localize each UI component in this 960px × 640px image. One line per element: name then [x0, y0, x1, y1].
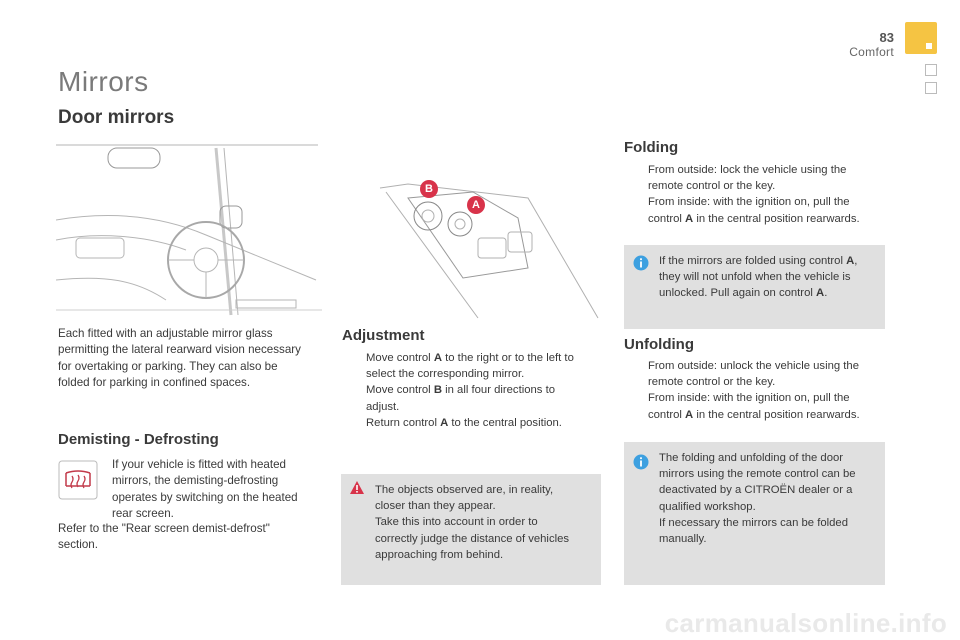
reference-line: Refer to the "Rear screen demist-defrost"	[58, 522, 270, 535]
intro-line: for overtaking or parking. They can also be	[58, 359, 278, 373]
demisting-line: rear screen.	[112, 506, 174, 520]
unfold-info-line: deactivated by a CITROËN dealer or a	[659, 484, 853, 497]
warning-line: Take this into account in order to	[375, 516, 538, 529]
folding-list	[624, 162, 886, 227]
intro-text	[58, 326, 328, 391]
page-number: 83	[879, 30, 894, 45]
intro-line: Each fitted with an adjustable mirror glass	[58, 327, 273, 340]
unfolding-heading: Unfolding	[624, 336, 694, 353]
warning-line: approaching from behind.	[375, 548, 504, 561]
warning-line: The objects observed are, in reality,	[375, 484, 554, 496]
list-item: Return control A to the central position.	[366, 416, 562, 429]
warning-icon	[349, 480, 365, 501]
demisting-text	[112, 457, 322, 522]
info-icon	[633, 454, 649, 475]
dashboard-illustration	[56, 140, 322, 320]
chapter-tab-marker	[926, 43, 932, 49]
warning-text	[375, 482, 597, 563]
unfold-info-line: mirrors using the remote control can be	[659, 468, 856, 481]
unfold-info-line: qualified workshop.	[659, 500, 756, 513]
list-item: Move control B in all four directions to adjust.	[366, 384, 556, 413]
control-a-badge: A	[467, 196, 485, 214]
unfold-info-line: The folding and unfolding of the door	[659, 452, 844, 464]
intro-line: permitting the lateral rearward vision necessary	[58, 343, 301, 357]
demisting-line: If your vehicle is fitted with heated	[112, 458, 286, 471]
chapter-label: Comfort	[849, 45, 894, 59]
demisting-heading: Demisting - Defrosting	[58, 431, 219, 448]
warning-line: correctly judge the distance of vehicles	[375, 532, 570, 545]
chapter-tab-empty[interactable]	[925, 82, 937, 94]
list-item: From outside: unlock the vehicle using the remote control or the key.	[648, 360, 859, 389]
intro-line: folded for parking in confined spaces.	[58, 375, 251, 389]
reference-line: section.	[58, 538, 98, 552]
unfold-info-note	[624, 442, 885, 585]
unfold-info-line: If necessary the mirrors can be folded	[659, 516, 848, 529]
adjustment-list	[342, 350, 598, 431]
section-title: Door mirrors	[58, 107, 175, 128]
page-title: Mirrors	[58, 66, 149, 97]
fold-info-note	[624, 245, 885, 329]
fold-info-text: If the mirrors are folded using control A, they will not unfold when the vehicle is unlocked. Pull again on control A.	[659, 253, 883, 302]
watermark: carmanualsonline.info	[664, 608, 947, 638]
list-item: From outside: lock the vehicle using the remote control or the key.	[648, 164, 847, 193]
folding-heading: Folding	[624, 139, 679, 156]
warning-note	[341, 474, 601, 585]
demisting-line: mirrors, the demisting-defrosting	[112, 474, 279, 488]
mirror-control-illustration	[378, 178, 600, 320]
info-icon	[633, 255, 649, 276]
list-item: From inside: with the ignition on, pull the control A in the central position rearwards.	[648, 196, 860, 225]
list-item: From inside: with the ignition on, pull the control A in the central position rearwards.	[648, 392, 860, 421]
chapter-tab[interactable]	[905, 22, 937, 54]
fold-info-line: they will not unfold when the vehicle is	[659, 271, 851, 284]
warning-line: closer than they appear.	[375, 500, 496, 513]
adjustment-heading: Adjustment	[342, 327, 425, 344]
chapter-tab-empty[interactable]	[925, 64, 937, 76]
list-item: Move control A to the right or to the left to select the corresponding mirror.	[366, 352, 574, 381]
control-b-badge: B	[420, 180, 438, 198]
unfold-info-line: manually.	[659, 533, 707, 546]
demisting-reference	[58, 521, 328, 554]
demisting-line: operates by switching on the heated	[112, 490, 298, 504]
unfolding-list	[624, 358, 886, 423]
unfold-info-text	[659, 450, 883, 547]
rear-demist-icon	[58, 460, 98, 500]
